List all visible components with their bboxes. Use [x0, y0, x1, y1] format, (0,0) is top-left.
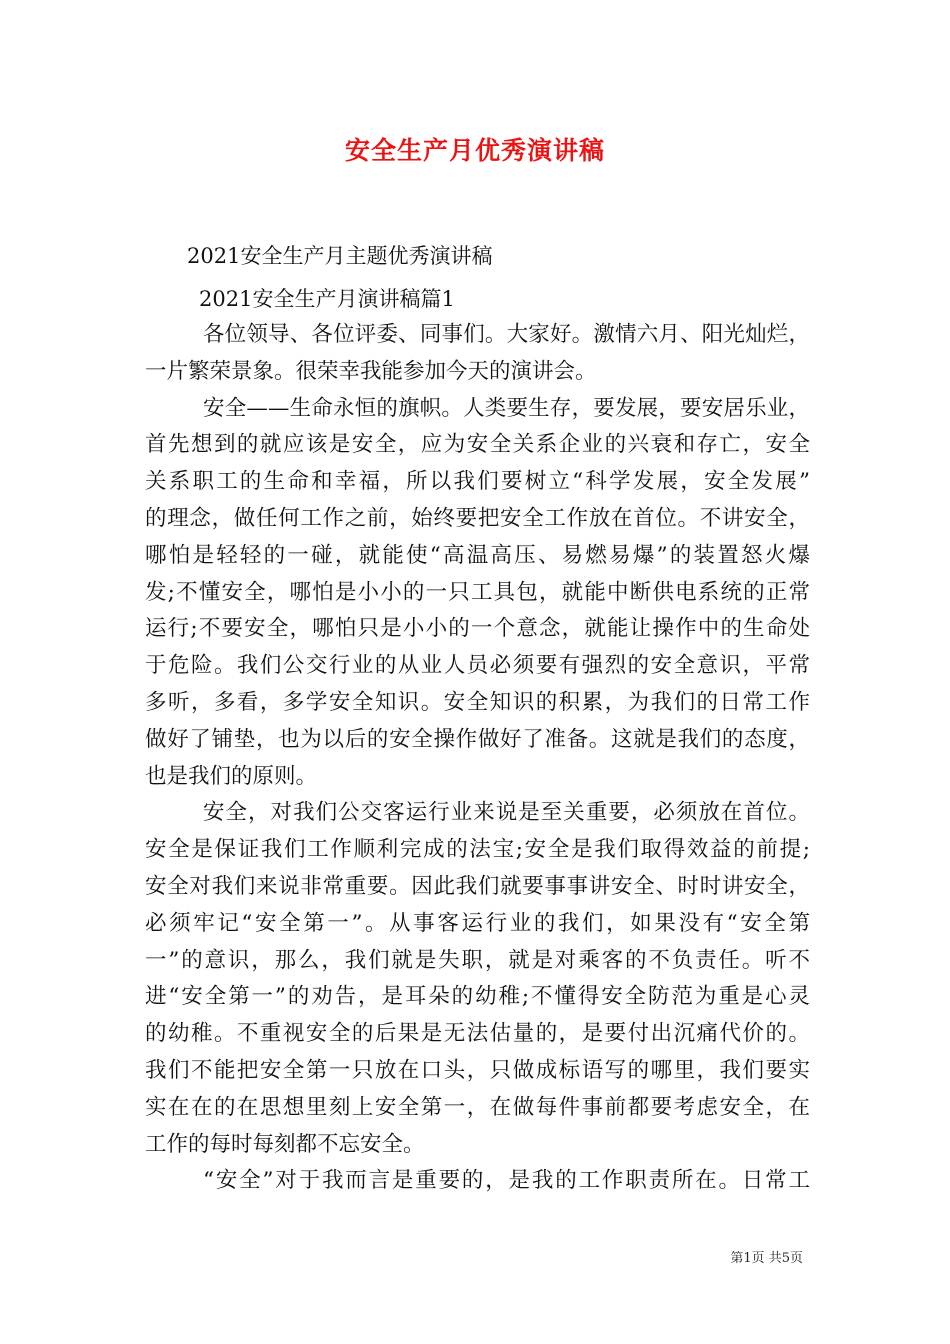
- paragraph-3-line-1: 安全，对我们公交客运行业来说是至关重要，必须放在首位。: [203, 800, 810, 826]
- document-title: 安全生产月优秀演讲稿: [344, 136, 605, 165]
- paragraph-3-line-4: 必须牢记“安全第一”。从事客运行业的我们，如果没有“安全第: [145, 910, 810, 936]
- paragraph-2-line-7: 运行;不要安全，哪怕只是小小的一个意念，就能让操作中的生命处: [145, 616, 810, 642]
- paragraph-1-line-2: 一片繁荣景象。很荣幸我能参加今天的演讲会。: [145, 358, 597, 384]
- paragraph-3-line-2: 安全是保证我们工作顺利完成的法宝;安全是我们取得效益的前提;: [145, 837, 810, 863]
- paragraph-2-line-3: 关系职工的生命和幸福，所以我们要树立“科学发展，安全发展”: [145, 469, 810, 495]
- paragraph-3-line-8: 我们不能把安全第一只放在口头，只做成标语写的哪里，我们要实: [145, 1057, 810, 1083]
- document-subtitle: 2021安全生产月主题优秀演讲稿: [187, 244, 493, 268]
- paragraph-2-line-1: 安全——生命永恒的旗帜。人类要生存，要发展，要安居乐业，: [203, 395, 810, 421]
- paragraph-2-line-5: 哪怕是轻轻的一碰，就能使“高温高压、易燃易爆”的装置怒火爆: [145, 542, 810, 568]
- paragraph-2-line-8: 于危险。我们公交行业的从业人员必须要有强烈的安全意识，平常: [145, 653, 810, 679]
- paragraph-2-line-10: 做好了铺垫，也为以后的安全操作做好了准备。这就是我们的态度，: [145, 726, 810, 752]
- paragraph-3-line-10: 工作的每时每刻都不忘安全。: [145, 1131, 425, 1157]
- paragraph-1-line-1: 各位领导、各位评委、同事们。大家好。激情六月、阳光灿烂，: [203, 322, 810, 347]
- paragraph-3-line-5: 一”的意识，那么，我们就是失职，就是对乘客的不负责任。听不: [145, 947, 810, 973]
- paragraph-2-line-9: 多听，多看，多学安全知识。安全知识的积累，为我们的日常工作: [145, 689, 810, 715]
- paragraph-4-line-1: “安全”对于我而言是重要的，是我的工作职责所在。日常工: [203, 1168, 810, 1194]
- paragraph-3-line-6: 进“安全第一”的劝告，是耳朵的幼稚;不懂得安全防范为重是心灵: [145, 984, 810, 1010]
- document-body: [145, 317, 810, 1200]
- section-heading: 2021安全生产月演讲稿篇1: [199, 287, 455, 311]
- page-number-footer: 第1页 共5页: [730, 1251, 803, 1266]
- paragraph-2-line-6: 发;不懂安全，哪怕是小小的一只工具包，就能中断供电系统的正常: [145, 579, 810, 605]
- paragraph-3-line-7: 的幼稚。不重视安全的后果是无法估量的，是要付出沉痛代价的。: [145, 1021, 810, 1047]
- paragraph-3-line-9: 实在在的在思想里刻上安全第一，在做每件事前都要考虑安全，在: [145, 1094, 810, 1120]
- paragraph-2-line-11: 也是我们的原则。: [145, 763, 318, 789]
- paragraph-2-line-2: 首先想到的就应该是安全，应为安全关系企业的兴衰和存亡，安全: [145, 432, 810, 458]
- paragraph-3-line-3: 安全对我们来说非常重要。因此我们就要事事讲安全、时时讲安全，: [145, 873, 810, 899]
- paragraph-2-line-4: 的理念，做任何工作之前，始终要把安全工作放在首位。不讲安全，: [145, 505, 810, 531]
